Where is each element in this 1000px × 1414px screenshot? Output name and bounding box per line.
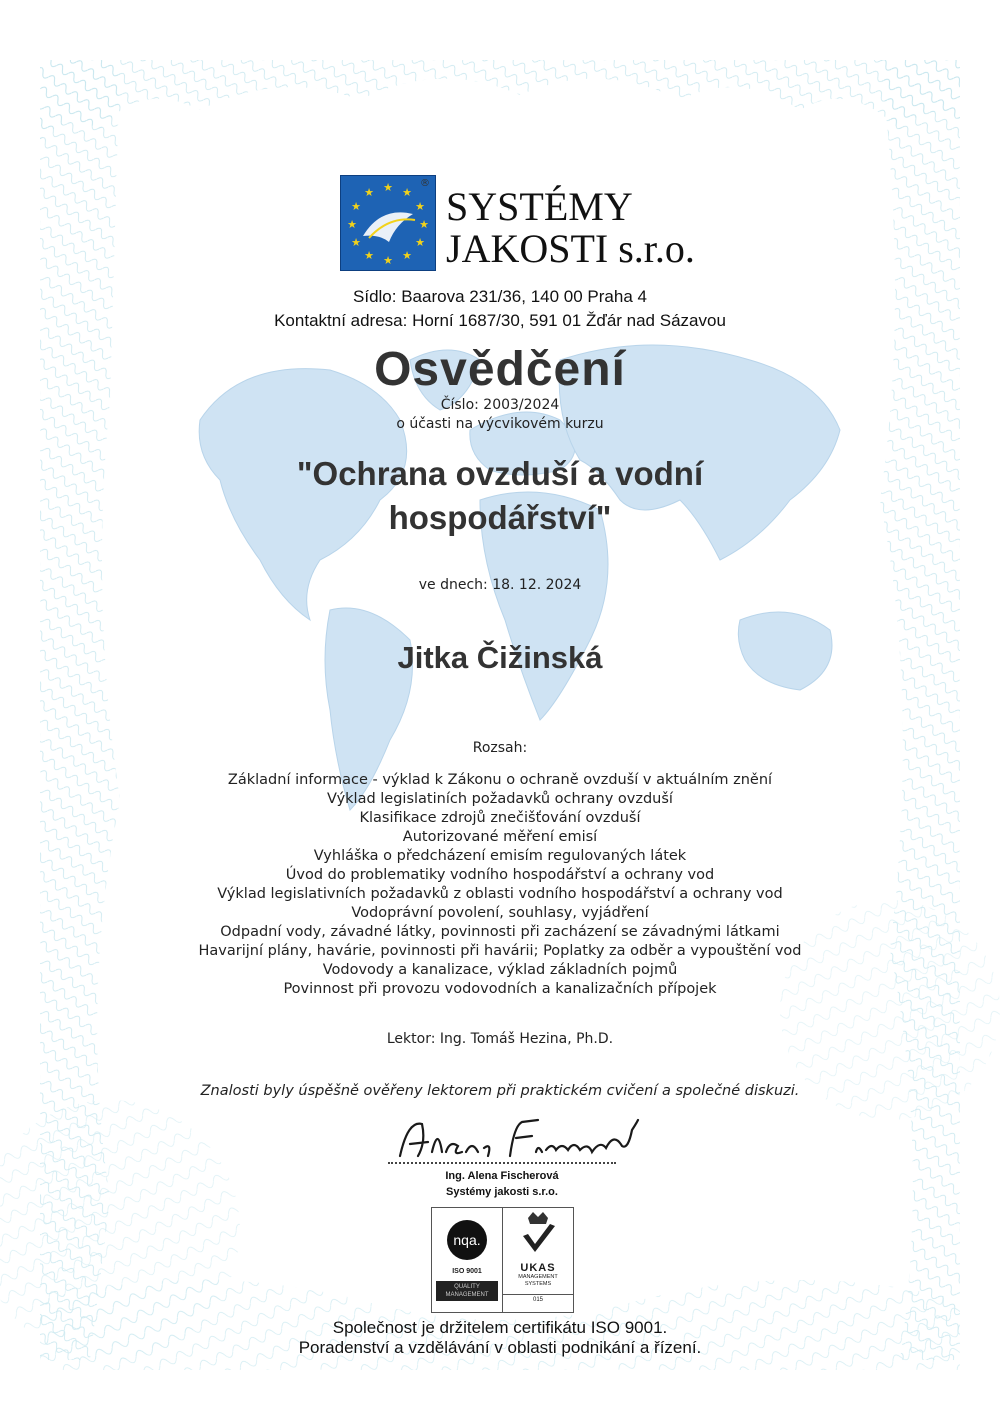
course-dates: ve dnech: 18. 12. 2024 — [418, 577, 582, 593]
scope-list — [0, 771, 1000, 999]
scope-item: Odpadní vody, závadné látky, povinnosti při zacházení se závadnými látkami — [220, 924, 780, 940]
nqa-caption-line2: MANAGEMENT — [445, 1292, 489, 1298]
course-name-line2: hospodářství" — [388, 499, 612, 536]
scope-heading: Rozsah: — [472, 740, 528, 756]
svg-text:★: ★ — [419, 218, 429, 231]
ukas-caption — [503, 1274, 573, 1288]
scope-item: Klasifikace zdrojů znečišťování ovzduší — [359, 810, 641, 826]
svg-text:★: ★ — [351, 200, 361, 213]
signatory-company: Systémy jakosti s.r.o. — [446, 1186, 558, 1198]
seat-address: Sídlo: Baarova 231/36, 140 00 Praha 4 — [353, 287, 647, 306]
signature-line — [388, 1162, 616, 1164]
svg-text:★: ★ — [402, 186, 412, 199]
svg-text:★: ★ — [347, 218, 357, 231]
ukas-caption-line2: SYSTEMS — [524, 1281, 552, 1287]
scope-item: Úvod do problematiky vodního hospodářství a ochrany vod — [285, 867, 715, 883]
svg-text:★: ★ — [383, 181, 393, 194]
certificate-title: Osvědčení — [374, 343, 626, 396]
svg-text:★: ★ — [383, 254, 393, 267]
company-logo — [340, 175, 436, 271]
svg-text:★: ★ — [364, 249, 374, 262]
signatory-name: Ing. Alena Fischerová — [445, 1170, 559, 1182]
svg-text:★: ★ — [351, 236, 361, 249]
verification-note: Znalosti byly úspěšně ověřeny lektorem při praktickém cvičení a společné diskuzi. — [200, 1083, 800, 1099]
ukas-logo: UKAS — [520, 1262, 556, 1274]
course-name — [0, 452, 1000, 540]
scope-item: Vodoprávní povolení, souhlasy, vyjádření — [351, 905, 649, 921]
company-name-line2: JAKOSTI s.r.o. — [446, 226, 695, 271]
svg-text:★: ★ — [402, 249, 412, 262]
nqa-standard: ISO 9001 — [452, 1268, 482, 1275]
certificate-number: Číslo: 2003/2024 — [440, 397, 560, 413]
registered-mark: ® — [420, 178, 430, 189]
nqa-caption-line1: QUALITY — [454, 1284, 480, 1290]
nqa-caption — [436, 1281, 498, 1301]
scope-item: Havarijní plány, havárie, povinnosti při havárii; Poplatky za odběr a vypouštění vod — [198, 943, 802, 959]
svg-text:★: ★ — [364, 186, 374, 199]
scope-item: Autorizované měření emisí — [402, 829, 598, 845]
ukas-caption-line1: MANAGEMENT — [518, 1274, 558, 1280]
footer-iso-statement: Společnost je držitelem certifikátu ISO 9001. — [332, 1318, 668, 1337]
company-name-line1: SYSTÉMY — [446, 184, 633, 229]
handwritten-signature — [392, 1112, 642, 1164]
nqa-logo: nqa. — [447, 1220, 487, 1260]
ukas-number: 015 — [503, 1294, 573, 1303]
course-name-line1: "Ochrana ovzduší a vodní — [296, 455, 704, 492]
scope-item: Vodovody a kanalizace, výklad základních pojmů — [322, 962, 678, 978]
participation-text: o účasti na výcvikovém kurzu — [396, 416, 604, 432]
footer-services: Poradenství a vzdělávání v oblasti podnikání a řízení. — [298, 1338, 702, 1357]
ukas-badge — [502, 1207, 574, 1313]
contact-address: Kontaktní adresa: Horní 1687/30, 591 01 Žďár nad Sázavou — [274, 311, 726, 330]
nqa-iso-badge — [431, 1207, 503, 1313]
scope-item: Výklad legislativních požadavků z oblasti vodního hospodářství a ochrany vod — [217, 886, 783, 902]
crown-check-icon — [503, 1208, 573, 1258]
company-name — [446, 186, 695, 270]
scope-item: Výklad legislatiních požadavků ochrany ovzduší — [327, 791, 673, 807]
lecturer: Lektor: Ing. Tomáš Hezina, Ph.D. — [386, 1031, 614, 1047]
scope-item: Vyhláška o předcházení emisím regulovaných látek — [313, 848, 687, 864]
scope-item: Základní informace - výklad k Zákonu o ochraně ovzduší v aktuálním znění — [227, 772, 773, 788]
recipient-name: Jitka Čižinská — [397, 640, 603, 675]
company-logo-emblem — [341, 176, 435, 270]
svg-text:★: ★ — [415, 200, 425, 213]
svg-text:★: ★ — [415, 236, 425, 249]
scope-item: Povinnost při provozu vodovodních a kanalizačních přípojek — [283, 981, 717, 997]
